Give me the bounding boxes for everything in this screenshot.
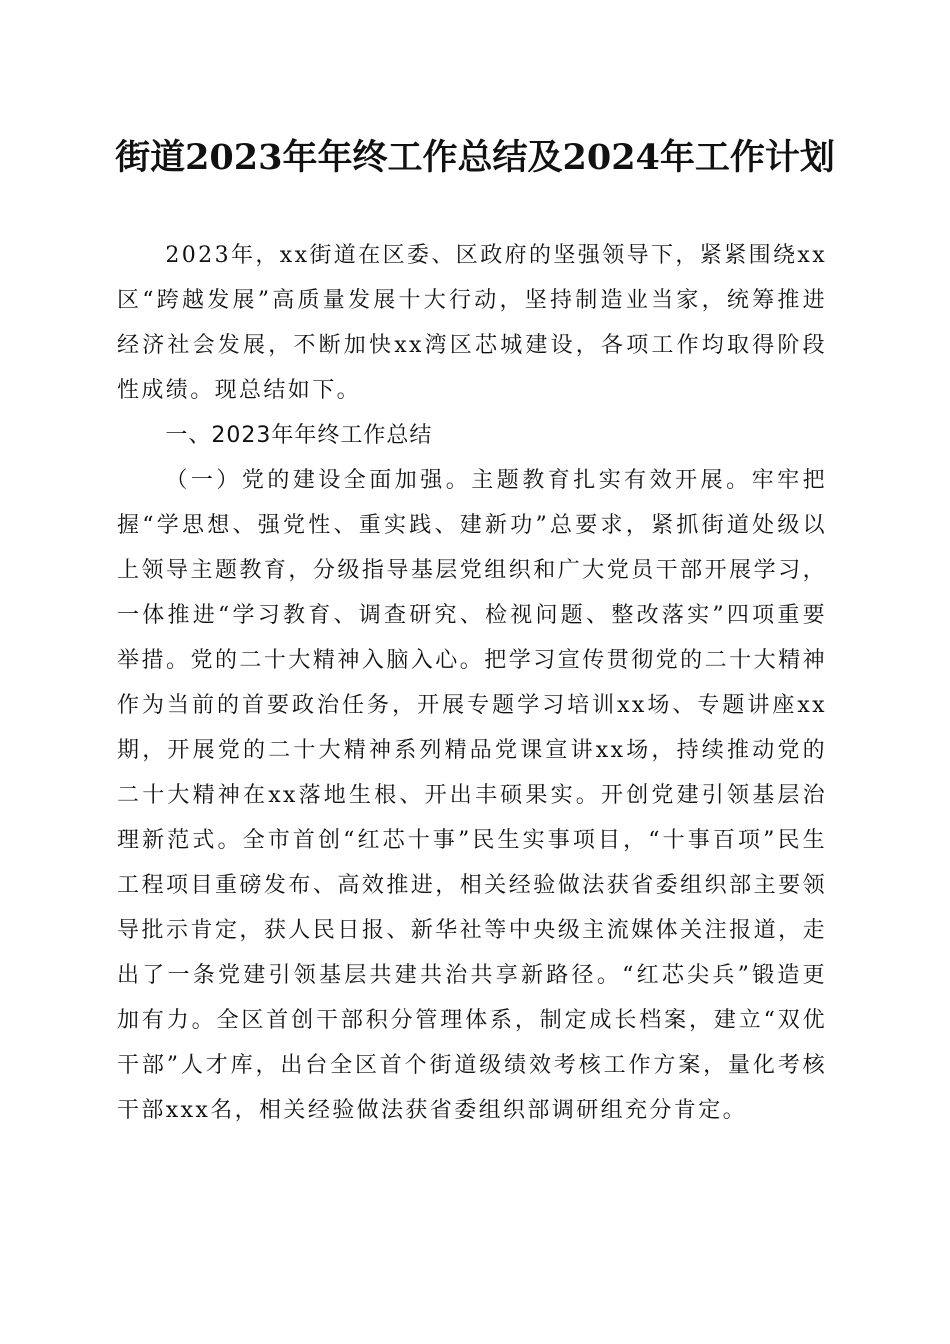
section-paragraph: （一）党的建设全面加强。主题教育扎实有效开展。牢牢把握“学思想、强党性、重实践、建新功”总要求，紧抓街道处级以上领导主题教育，分级指导基层党组织和广大党员干部开展学习，一体推进“学习教育、调查研究、检视问题、整改落实”四项重要举措。党的二十大精神入脑入心。把学习宣传贯彻党的二十大精神作为当前的首要政治任务，开展专题学习培训xx场、专题讲座xx期，开展党的二十大精神系列精品党课宣讲xx场，持续推动党的二十大精神在xx落地生根、开出丰硕果实。开创党建引领基层治理新范式。全市首创“红芯十事”民生实事项目，“十事百项”民生工程项目重磅发布、高效推进，相关经验做法获省委组织部主要领导批示肯定，获人民日报、新华社等中央级主流媒体关注报道，走出了一条党建引领基层共建共治共享新路径。“红芯尖兵”锻造更加有力。全区首创干部积分管理体系，制定成长档案，建立“双优干部”人才库，出台全区首个街道级绩效考核工作方案，量化考核干部xxx名，相关经验做法获省委组织部调研组充分肯定。 [117,468,827,1123]
section-heading: 一、2023年年终工作总结 [165,423,433,448]
document-title: 街道2023年年终工作总结及2024年工作计划 [115,137,835,178]
document-body [117,233,827,1133]
intro-paragraph: 2023年，xx街道在区委、区政府的坚强领导下，紧紧围绕xx区“跨越发展”高质量发展十大行动，坚持制造业当家，统筹推进经济社会发展，不断加快xx湾区芯城建设，各项工作均取得阶段性成绩。现总结如下。 [117,243,828,403]
